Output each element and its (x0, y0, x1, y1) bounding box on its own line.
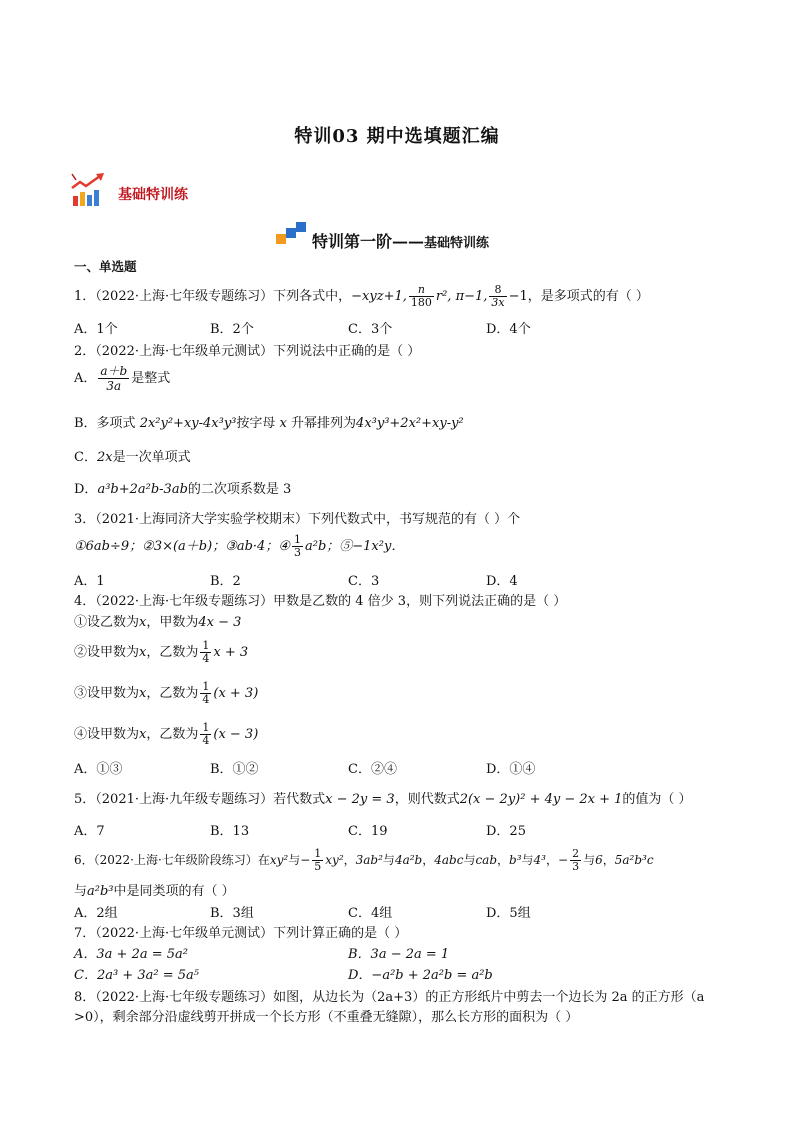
math-expr: 4abc (434, 853, 464, 867)
question-text: ，是多项式的有（ ） (527, 289, 649, 304)
question-text: 在 (257, 853, 270, 867)
question-source: （2022·上海·七年级阶段练习） (93, 853, 258, 867)
stage-heading (312, 229, 489, 252)
statement-1 (74, 611, 241, 630)
question-source: （2021·上海同济大学实验学校期末） (95, 512, 308, 527)
option-text: 按字母 (236, 416, 276, 431)
statement-2 (74, 640, 248, 665)
option-prefix: B．多项式 (74, 416, 140, 431)
fraction-numerator: a＋b (100, 364, 128, 378)
statement-4 (74, 722, 258, 747)
fraction (98, 364, 129, 393)
question-6-line2 (74, 880, 235, 899)
section-badge-label: 基础特训练 (118, 187, 188, 203)
fraction (312, 848, 323, 873)
fraction (409, 284, 434, 309)
option-b (74, 412, 464, 431)
statement-text: ①设乙数为 (74, 615, 140, 630)
question-number: 6． (74, 853, 94, 867)
fraction-denominator: 4 (202, 652, 210, 665)
math-expr: 5a²b³c (614, 853, 654, 867)
math-var: x (139, 645, 147, 660)
question-source: （2022·上海·七年级专题练习） (95, 289, 274, 304)
question-5-stem (74, 788, 692, 807)
question-text: 与 (382, 853, 395, 867)
stage-heading-main: 特训第一阶 (312, 232, 393, 251)
question-text: 的值为（ ） (622, 792, 692, 807)
question-1-stem (74, 284, 649, 309)
option-d: D．25 (486, 824, 526, 839)
option-d (348, 964, 493, 983)
option-a (74, 943, 188, 962)
question-number: 5． (74, 792, 96, 807)
option-a: A．2组 (74, 906, 118, 921)
fraction-denominator: 3 (293, 546, 301, 559)
statement-text: ②设甲数为 (74, 645, 140, 660)
question-source: （2021·上海·九年级专题练习） (95, 792, 274, 807)
math-expr: −xyz+1, (351, 289, 407, 304)
math-var: x (279, 416, 287, 431)
question-text: 下列各式中， (273, 289, 352, 304)
option-a: A．1 (74, 574, 105, 589)
question-source: （2022·上海·七年级专题练习） (95, 990, 274, 1005)
math-expr: x + 3 (213, 645, 249, 660)
math-expr: (x − 3) (213, 727, 259, 742)
option-a: A．1个 (74, 322, 118, 337)
fraction (200, 681, 211, 706)
math-expr: 4³ (533, 853, 546, 867)
fraction-denominator: 3 (572, 860, 580, 873)
stage-heading-sub: 基础特训练 (424, 236, 490, 251)
option-d: D．4个 (486, 322, 531, 337)
question-text: 与 (288, 853, 301, 867)
fraction-numerator: 1 (314, 847, 322, 860)
option-text: B．3a − 2a = 1 (348, 947, 450, 962)
option-prefix: A． (74, 371, 97, 386)
question-text: 下列计算正确的是（ ） (273, 926, 408, 941)
fraction (570, 848, 581, 873)
option-c: C．3 (348, 574, 380, 589)
option-a: A．7 (74, 824, 105, 839)
fraction-numerator: 1 (202, 680, 210, 693)
option-a: A．①③ (74, 762, 123, 777)
part-label: 一、单选题 (74, 259, 137, 274)
question-number: 4． (74, 594, 96, 609)
fraction (200, 722, 211, 747)
math-expr: x − 2y = 3 (325, 792, 395, 807)
question-6-stem (74, 848, 654, 873)
statement-text: ③设甲数为 (74, 686, 140, 701)
question-source: （2022·上海·七年级单元测试） (95, 344, 274, 359)
bar-chart-growth-icon (70, 172, 110, 208)
question-source: （2022·上海·七年级专题练习） (95, 594, 274, 609)
question-8-line2: >0），剩余部分沿虚线剪开拼成一个长方形（不重叠无缝隙），那么长方形的面积为（ ） (74, 1010, 579, 1025)
math-expr: −1 (508, 289, 528, 304)
math-expr: xy² (269, 853, 289, 867)
page-title: 特训03 期中选填题汇编 (294, 126, 500, 147)
question-text: 若代数式 (273, 792, 326, 807)
question-source: （2022·上海·七年级单元测试） (95, 926, 274, 941)
math-expr: a²b³ (87, 884, 114, 899)
math-expr: (x + 3) (213, 686, 259, 701)
question-text: 与 (521, 853, 534, 867)
question-7-stem (74, 922, 407, 941)
math-expr: 4x − 3 (198, 615, 242, 630)
separator: ， (422, 853, 435, 867)
option-b: B．①② (210, 762, 259, 777)
question-text: 如图，从边长为（2a+3）的正方形纸片中剪去一个边长为 2a 的正方形（a (273, 990, 705, 1005)
fraction (292, 534, 303, 559)
question-8-stem (74, 986, 704, 1005)
option-b: B．2个 (210, 322, 254, 337)
statement-text: ，甲数为 (146, 615, 199, 630)
question-text: 下列代数式中，书写规范的有（ ）个 (308, 512, 521, 527)
math-var: x (139, 686, 147, 701)
question-text: 与 (74, 884, 88, 899)
separator: ， (497, 853, 510, 867)
math-expr: a²b；⑤−1x²y． (304, 539, 405, 554)
fraction-numerator: 2 (572, 847, 580, 860)
fraction-denominator: 3x (491, 296, 505, 309)
statement-text: ，乙数为 (146, 727, 199, 742)
option-text: D．−a²b + 2a²b = a²b (348, 968, 493, 983)
option-d (74, 478, 291, 497)
math-expr: 6 (595, 853, 603, 867)
question-text: 甲数是乙数的 4 倍少 3，则下列说法正确的是（ ） (273, 594, 567, 609)
question-2-stem (74, 340, 420, 359)
question-text: 与 (463, 853, 476, 867)
question-number: 1． (74, 289, 96, 304)
option-text: C．2a³ + 3a² = 5a⁵ (74, 968, 199, 983)
math-expr: 4a²b (394, 853, 423, 867)
fraction-denominator: 180 (410, 296, 432, 309)
option-c (74, 964, 199, 983)
fraction-denominator: 4 (202, 693, 210, 706)
fraction-numerator: 1 (293, 533, 301, 546)
option-a (74, 364, 170, 393)
question-number: 8． (74, 990, 96, 1005)
option-text: 是整式 (131, 371, 171, 386)
math-expr: b³ (509, 853, 522, 867)
option-d: D．①④ (486, 762, 536, 777)
math-expr: 3ab² (355, 853, 383, 867)
math-expr: 4x³y³+2x²+xy-y² (356, 416, 464, 431)
math-var: x (139, 615, 147, 630)
statement-3 (74, 681, 258, 706)
math-expr: 2x (96, 450, 113, 465)
statement-text: ，乙数为 (146, 686, 199, 701)
fraction-denominator: 4 (202, 734, 210, 747)
option-c (74, 446, 191, 465)
question-text: 与 (583, 853, 596, 867)
fraction (200, 640, 211, 665)
math-expr: r², π−1, (435, 289, 488, 304)
option-b: B．13 (210, 824, 250, 839)
math-expr: − (300, 853, 311, 867)
math-expr: xy² (325, 853, 344, 867)
separator: ， (602, 853, 615, 867)
option-text: A．3a + 2a = 5a² (74, 947, 188, 962)
question-4-stem (74, 590, 566, 609)
option-c: C．3个 (348, 322, 393, 337)
separator: ， (343, 853, 356, 867)
stairs-icon (274, 220, 308, 246)
option-text: 是一次单项式 (112, 450, 191, 465)
stage-heading-dash: —— (392, 232, 425, 251)
question-3-stem (74, 508, 520, 527)
option-b: B．2 (210, 574, 241, 589)
fraction-numerator: 1 (202, 721, 210, 734)
question-3-items (74, 534, 404, 559)
question-text: 下列说法中正确的是（ ） (273, 344, 421, 359)
fraction-denominator: 5 (314, 860, 322, 873)
fraction-numerator: n (417, 283, 425, 296)
statement-text: ，乙数为 (146, 645, 199, 660)
question-text: 中是同类项的有（ ） (113, 884, 235, 899)
math-expr: cab (475, 853, 498, 867)
statement-text: ④设甲数为 (74, 727, 140, 742)
math-expr: − (558, 853, 569, 867)
question-number: 7． (74, 926, 96, 941)
option-d: D．4 (486, 574, 518, 589)
option-b (348, 943, 449, 962)
option-d: D．5组 (486, 906, 531, 921)
fraction-denominator: 3a (106, 379, 122, 393)
option-prefix: D． (74, 482, 98, 497)
option-prefix: C． (74, 450, 97, 465)
question-text: ，则代数式 (394, 792, 460, 807)
option-b: B．3组 (210, 906, 254, 921)
option-text: 升幂排列为 (291, 416, 357, 431)
option-c: C．4组 (348, 906, 393, 921)
fraction (489, 284, 506, 309)
question-number: 3． (74, 512, 96, 527)
option-c: C．②④ (348, 762, 397, 777)
fraction-numerator: 1 (202, 639, 210, 652)
option-text: 的二次项系数是 3 (187, 482, 292, 497)
math-expr: 2(x − 2y)² + 4y − 2x + 1 (459, 792, 623, 807)
math-expr: 2x²y²+xy-4x³y³ (139, 416, 237, 431)
math-expr: a³b+2a²b-3ab (97, 482, 188, 497)
separator: ， (546, 853, 559, 867)
math-expr: ①6ab÷9；②3×(a＋b)；③ab·4；④ (74, 539, 290, 554)
fraction-numerator: 8 (489, 284, 506, 297)
question-number: 2． (74, 344, 96, 359)
math-var: x (139, 727, 147, 742)
option-c: C．19 (348, 824, 388, 839)
